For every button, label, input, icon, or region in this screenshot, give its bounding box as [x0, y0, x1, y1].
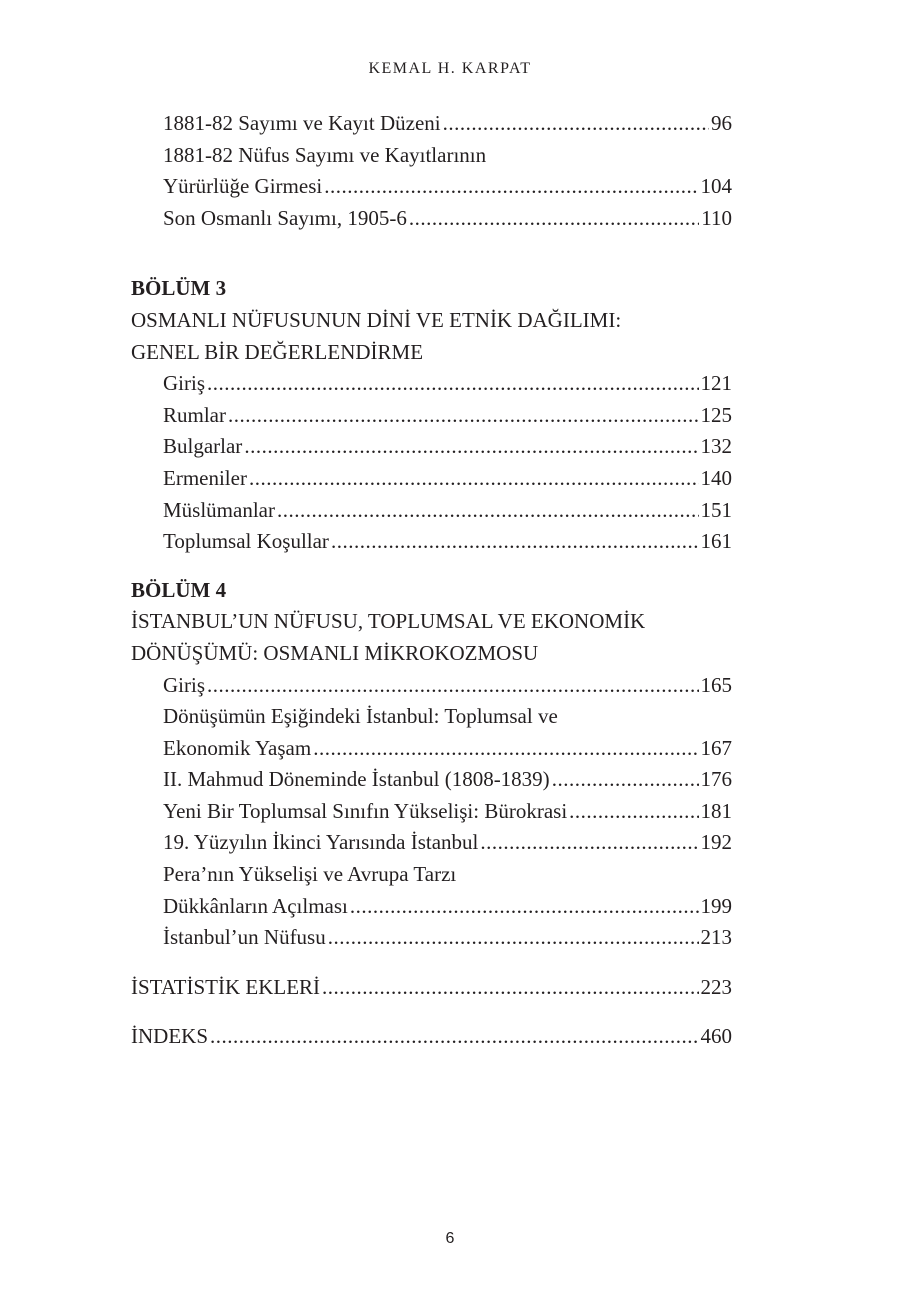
toc-entry[interactable]: [131, 827, 732, 859]
toc-entry-page: 140: [700, 465, 732, 490]
dot-leader: [249, 463, 699, 495]
toc-entry[interactable]: [131, 368, 732, 400]
page-number: 6: [445, 1230, 455, 1247]
toc-entry-appendix[interactable]: [131, 972, 732, 1004]
dot-leader: [443, 108, 709, 140]
toc-entry-index[interactable]: [131, 1021, 732, 1053]
toc-entry-title-line[interactable]: Pera’nın Yükselişi ve Avrupa Tarzı: [163, 862, 457, 887]
dot-leader: [207, 368, 699, 400]
toc-entry-title: İstanbul’un Nüfusu: [163, 925, 326, 950]
toc-entry[interactable]: [131, 733, 732, 765]
toc-entry-page: 132: [700, 434, 732, 459]
toc-entry[interactable]: [131, 171, 732, 203]
toc-entry-title: Bulgarlar: [163, 434, 243, 459]
toc-entry[interactable]: [131, 108, 732, 140]
dot-leader: [552, 764, 699, 796]
dot-leader: [328, 922, 699, 954]
toc-entry-title-line[interactable]: Dönüşümün Eşiğindeki İstanbul: Toplumsal ve: [163, 704, 558, 729]
toc-entry-page: 460: [700, 1024, 732, 1049]
dot-leader: [228, 400, 699, 432]
toc-entry-title: Yeni Bir Toplumsal Sınıfın Yükselişi: Bürokrasi: [163, 798, 568, 823]
chapter-4-title-line-2[interactable]: DÖNÜŞÜMÜ: OSMANLI MİKROKOZMOSU: [131, 640, 539, 665]
toc-entry[interactable]: [131, 796, 732, 828]
toc-entry[interactable]: [131, 203, 732, 235]
toc-entry-title: 1881-82 Sayımı ve Kayıt Düzeni: [163, 111, 441, 135]
toc-entry-title: İSTATİSTİK EKLERİ: [131, 974, 321, 999]
toc-entry-page: 192: [700, 830, 732, 855]
toc-entry-page: 176: [700, 767, 732, 792]
toc-entry[interactable]: [131, 922, 732, 954]
toc-entry-title: Rumlar: [163, 402, 226, 427]
toc-entry[interactable]: [131, 891, 732, 923]
chapter-3-title-line-2[interactable]: GENEL BİR DEĞERLENDİRME: [131, 339, 424, 364]
toc-entry[interactable]: [131, 526, 732, 558]
toc-entry-title: Son Osmanlı Sayımı, 1905-6: [163, 205, 407, 230]
dot-leader: [331, 526, 699, 558]
dot-leader: [409, 203, 699, 235]
dot-leader: [210, 1021, 699, 1053]
toc-entry-title: Dükkânların Açılması: [163, 893, 348, 918]
dot-leader: [480, 827, 698, 859]
toc-entry-title-line[interactable]: 1881-82 Nüfus Sayımı ve Kayıtlarının: [163, 142, 487, 167]
toc-entry[interactable]: [131, 670, 732, 702]
dot-leader: [277, 495, 699, 527]
toc-entry-page: 96: [711, 111, 732, 135]
dot-leader: [244, 431, 698, 463]
toc-entry-page: 121: [700, 371, 732, 396]
toc-entry[interactable]: [131, 764, 732, 796]
toc-entry-page: 110: [701, 205, 732, 230]
chapter-4-label: BÖLÜM 4: [131, 577, 227, 602]
dot-leader: [207, 670, 699, 702]
toc-entry-page: 213: [700, 925, 732, 950]
toc-entry-page: 125: [700, 402, 732, 427]
dot-leader: [324, 171, 698, 203]
toc-entry-title: Ermeniler: [163, 465, 247, 490]
toc-entry-title: Giriş: [163, 672, 205, 697]
toc-entry-title: Giriş: [163, 371, 205, 396]
dot-leader: [569, 796, 698, 828]
toc-entry-page: 223: [700, 974, 732, 999]
toc-entry-title: Yürürlüğe Girmesi: [163, 174, 323, 199]
toc-entry-page: 151: [700, 497, 732, 522]
toc-entry[interactable]: [131, 431, 732, 463]
toc-entry-title: Müslümanlar: [163, 497, 275, 522]
toc-entry-title: 19. Yüzyılın İkinci Yarısında İstanbul: [163, 830, 479, 855]
chapter-4-title-line-1[interactable]: İSTANBUL’UN NÜFUSU, TOPLUMSAL VE EKONOMİK: [131, 609, 646, 634]
running-header: KEMAL H. KARPAT: [368, 60, 532, 77]
toc-entry[interactable]: [131, 400, 732, 432]
toc-entry-page: 167: [700, 735, 732, 760]
toc-entry[interactable]: [131, 495, 732, 527]
table-of-contents: [131, 108, 732, 1053]
toc-entry[interactable]: [131, 463, 732, 495]
dot-leader: [313, 733, 698, 765]
toc-entry-title: Ekonomik Yaşam: [163, 735, 312, 760]
toc-entry-title: Toplumsal Koşullar: [163, 529, 329, 554]
dot-leader: [322, 972, 698, 1004]
toc-entry-title: II. Mahmud Döneminde İstanbul (1808-1839): [163, 767, 550, 792]
chapter-3-title-line-1[interactable]: OSMANLI NÜFUSUNUN DİNİ VE ETNİK DAĞILIMI:: [131, 307, 622, 332]
toc-entry-page: 165: [700, 672, 732, 697]
chapter-3-label: BÖLÜM 3: [131, 276, 227, 301]
toc-entry-page: 199: [700, 893, 732, 918]
toc-entry-page: 104: [700, 174, 732, 199]
toc-entry-page: 161: [700, 529, 732, 554]
toc-entry-page: 181: [700, 798, 732, 823]
toc-entry-title: İNDEKS: [131, 1024, 208, 1049]
dot-leader: [350, 891, 699, 923]
